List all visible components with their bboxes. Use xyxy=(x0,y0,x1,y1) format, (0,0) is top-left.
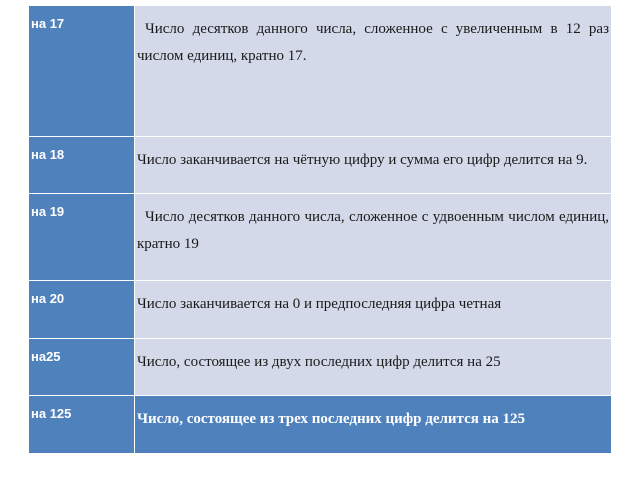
rule-text: Число заканчивается на 0 и предпоследняя цифра четная xyxy=(135,281,612,339)
table-row xyxy=(29,137,612,194)
table-row xyxy=(29,6,612,137)
divisor-label: на 19 xyxy=(29,194,135,281)
divisor-label: на 18 xyxy=(29,137,135,194)
table-row xyxy=(29,194,612,281)
table-row xyxy=(29,339,612,396)
table-row xyxy=(29,396,612,454)
rule-text: Число десятков данного числа, сложенное с увеличенным в 12 раз числом единиц, кратно 17. xyxy=(135,6,612,137)
divisor-label: на25 xyxy=(29,339,135,396)
divisor-label: на 125 xyxy=(29,396,135,454)
rule-text: Число, состоящее из трех последних цифр делится на 125 xyxy=(135,396,612,454)
divisibility-rules-table xyxy=(28,5,612,454)
rule-text: Число, состоящее из двух последних цифр делится на 25 xyxy=(135,339,612,396)
divisor-label: на 17 xyxy=(29,6,135,137)
rule-text: Число десятков данного числа, сложенное с удвоенным числом единиц, кратно 19 xyxy=(135,194,612,281)
rule-text: Число заканчивается на чётную цифру и сумма его цифр делится на 9. xyxy=(135,137,612,194)
table-row xyxy=(29,281,612,339)
divisor-label: на 20 xyxy=(29,281,135,339)
